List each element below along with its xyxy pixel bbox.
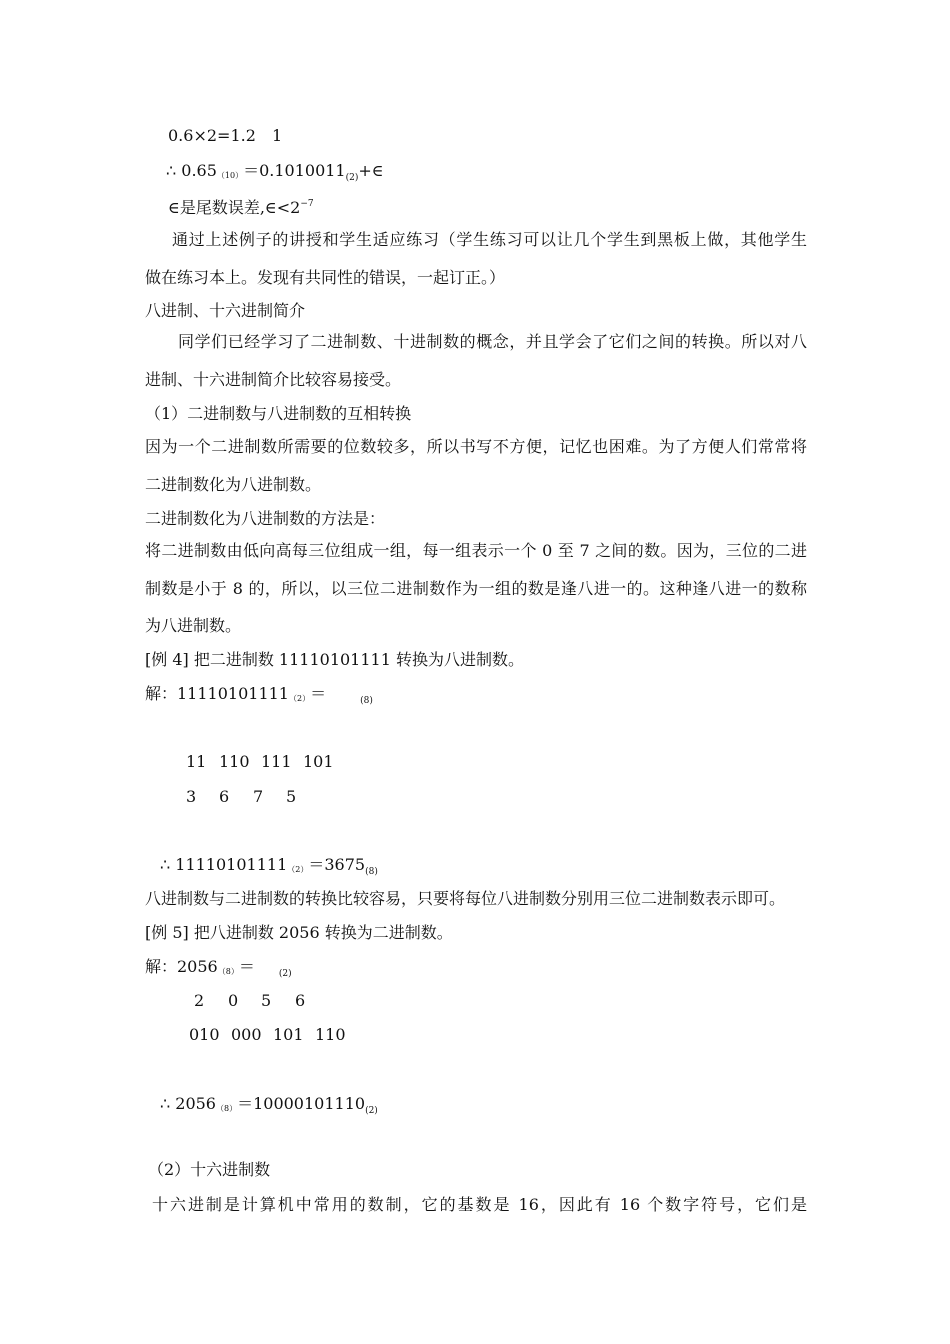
base-subscript: （8） bbox=[217, 967, 239, 976]
base-subscript: （8） bbox=[215, 1104, 238, 1113]
subsection-heading: （1）二进制数与八进制数的互相转换 bbox=[145, 404, 412, 423]
group-cell: 110 bbox=[315, 1025, 346, 1044]
subsection-heading: （2）十六进制数 bbox=[148, 1160, 271, 1179]
group-cell: 3 bbox=[186, 787, 197, 806]
error-term: +∈ bbox=[358, 161, 384, 180]
group-cell: 2 bbox=[194, 991, 205, 1010]
result-lhs: ∴ 11110101111 bbox=[160, 855, 288, 874]
example-5-result bbox=[160, 1094, 378, 1121]
group-cell: 110 bbox=[219, 752, 250, 771]
paragraph-cont: 做在练习本上。发现有共同性的错误，一起订正。） bbox=[145, 268, 506, 287]
base-subscript: (8) bbox=[360, 696, 373, 706]
base-subscript: （2） bbox=[288, 694, 311, 703]
group-cell: 0 bbox=[228, 991, 239, 1010]
paragraph: 八进制数与二进制数的转换比较容易，只要将每位八进制数分别用三位二进制数表示即可。 bbox=[145, 889, 786, 908]
example-4-title: [例 4] 把二进制数 11110101111 转换为八进制数。 bbox=[145, 650, 524, 669]
result-rhs: ＝0.1010011 bbox=[243, 161, 346, 180]
paragraph: 同学们已经学习了二进制数、十进制数的概念，并且学会了它们之间的转换。所以对八 bbox=[178, 332, 807, 351]
group-cell: 5 bbox=[261, 991, 272, 1010]
solution-lhs: 解：11110101111 bbox=[145, 684, 289, 703]
result-lhs: ∴ 0.65 bbox=[166, 161, 217, 180]
group-cell: 010 bbox=[189, 1025, 220, 1044]
base-subscript: (8) bbox=[365, 867, 378, 877]
calc-digit: 1 bbox=[272, 126, 283, 145]
calc-expression: 0.6×2=1.2 bbox=[168, 126, 256, 145]
paragraph: 通过上述例子的讲授和学生适应练习（学生练习可以让几个学生到黑板上做，其他学生 bbox=[172, 230, 807, 249]
group-cell: 111 bbox=[261, 752, 292, 771]
paragraph-cont: 为八进制数。 bbox=[145, 616, 242, 635]
group-cell: 101 bbox=[273, 1025, 304, 1044]
base-subscript: (2) bbox=[278, 969, 292, 979]
paragraph-cont: 二进制数化为八进制数。 bbox=[145, 475, 322, 494]
result-lhs: ∴ 2056 bbox=[160, 1094, 216, 1113]
group-cell: 101 bbox=[303, 752, 334, 771]
paragraph-cont: 制数是小于 8 的，所以，以三位二进制数作为一组的数是逢八进一的。这种逢八进一的数称 bbox=[145, 579, 807, 598]
example-5-title: [例 5] 把八进制数 2056 转换为二进制数。 bbox=[145, 923, 453, 942]
equals-sign: ＝ bbox=[310, 684, 327, 703]
base-subscript: （2） bbox=[287, 865, 309, 874]
equals-sign: ＝ bbox=[238, 957, 255, 976]
group-cell: 000 bbox=[231, 1025, 262, 1044]
paragraph: 因为一个二进制数所需要的位数较多，所以书写不方便，记忆也困难。为了方便人们常常将 bbox=[145, 437, 807, 456]
example-4-result bbox=[160, 855, 378, 882]
group-cell: 11 bbox=[186, 752, 207, 771]
example-5-solution bbox=[145, 957, 292, 984]
result-rhs: ＝10000101110 bbox=[237, 1094, 366, 1113]
error-note bbox=[168, 194, 314, 218]
exponent: −7 bbox=[300, 199, 314, 209]
calc-line bbox=[168, 126, 283, 146]
base-subscript: (2) bbox=[365, 1106, 378, 1116]
group-cell: 6 bbox=[219, 787, 230, 806]
paragraph: 将二进制数由低向高每三位组成一组，每一组表示一个 0 至 7 之间的数。因为，三位的二进 bbox=[145, 541, 807, 560]
base-subscript: (2) bbox=[345, 173, 359, 183]
result-line bbox=[166, 161, 384, 188]
error-text: ∈是尾数误差,∈<2 bbox=[168, 198, 301, 217]
group-cell: 7 bbox=[253, 787, 264, 806]
section-heading: 八进制、十六进制简介 bbox=[145, 301, 306, 320]
example-4-solution bbox=[145, 684, 373, 711]
group-cell: 6 bbox=[295, 991, 306, 1010]
paragraph-cont: 进制、十六进制简介比较容易接受。 bbox=[145, 370, 402, 389]
paragraph: 十六进制是计算机中常用的数制，它的基数是 16，因此有 16 个数字符号，它们是 bbox=[152, 1195, 807, 1214]
solution-lhs: 解：2056 bbox=[145, 957, 218, 976]
base-subscript: （10） bbox=[216, 171, 244, 180]
result-rhs: ＝3675 bbox=[308, 855, 366, 874]
method-heading: 二进制数化为八进制数的方法是： bbox=[145, 509, 386, 528]
group-cell: 5 bbox=[286, 787, 297, 806]
